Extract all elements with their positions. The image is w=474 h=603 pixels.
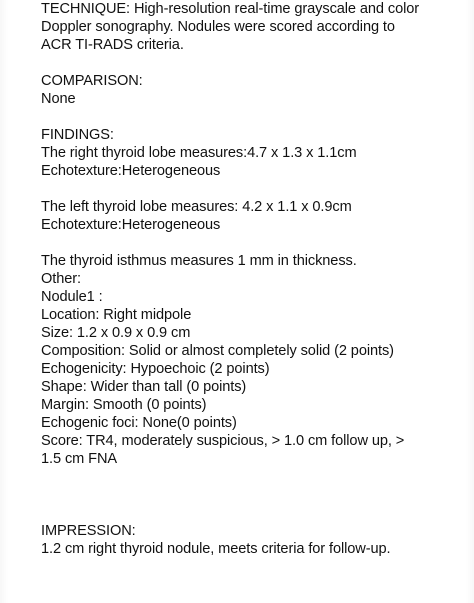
section-spacer [41,54,466,72]
findings-heading: FINDINGS: [41,127,114,143]
section-spacer [41,180,466,198]
nodule-title: Nodule1 : [41,289,103,305]
nodule-shape: Shape: Wider than tall (0 points) [41,379,247,395]
nodule-score-line-2: 1.5 cm FNA [41,451,118,467]
comparison-heading: COMPARISON: [41,73,143,89]
left-lobe-echotexture: Echotexture:Heterogeneous [41,217,221,233]
left-lobe-measurement: The left thyroid lobe measures: 4.2 x 1.1 x 0.9cm [41,199,352,215]
section-spacer [41,468,466,522]
impression-heading: IMPRESSION: [41,523,136,539]
nodule-score-line-1: Score: TR4, moderately suspicious, > 1.0 cm follow up, > [41,433,405,449]
other-label: Other: [41,271,81,287]
nodule-echogenic-foci: Echogenic foci: None(0 points) [41,415,237,431]
radiology-report-text [41,0,466,558]
nodule-composition: Composition: Solid or almost completely solid (2 points) [41,343,394,359]
right-lobe-echotexture: Echotexture:Heterogeneous [41,163,221,179]
nodule-location: Location: Right midpole [41,307,192,323]
comparison-value: None [41,91,76,107]
impression-text: 1.2 cm right thyroid nodule, meets criteria for follow-up. [41,541,391,557]
isthmus-measurement: The thyroid isthmus measures 1 mm in thickness. [41,253,357,269]
section-spacer [41,108,466,126]
technique-line-3: ACR TI-RADS criteria. [41,37,184,53]
nodule-echogenicity: Echogenicity: Hypoechoic (2 points) [41,361,270,377]
section-spacer [41,234,466,252]
technique-line-1: TECHNIQUE: High-resolution real-time grayscale and color [41,1,420,17]
right-lobe-measurement: The right thyroid lobe measures:4.7 x 1.3 x 1.1cm [41,145,357,161]
technique-line-2: Doppler sonography. Nodules were scored according to [41,19,395,35]
nodule-size: Size: 1.2 x 0.9 x 0.9 cm [41,325,191,341]
nodule-margin: Margin: Smooth (0 points) [41,397,207,413]
